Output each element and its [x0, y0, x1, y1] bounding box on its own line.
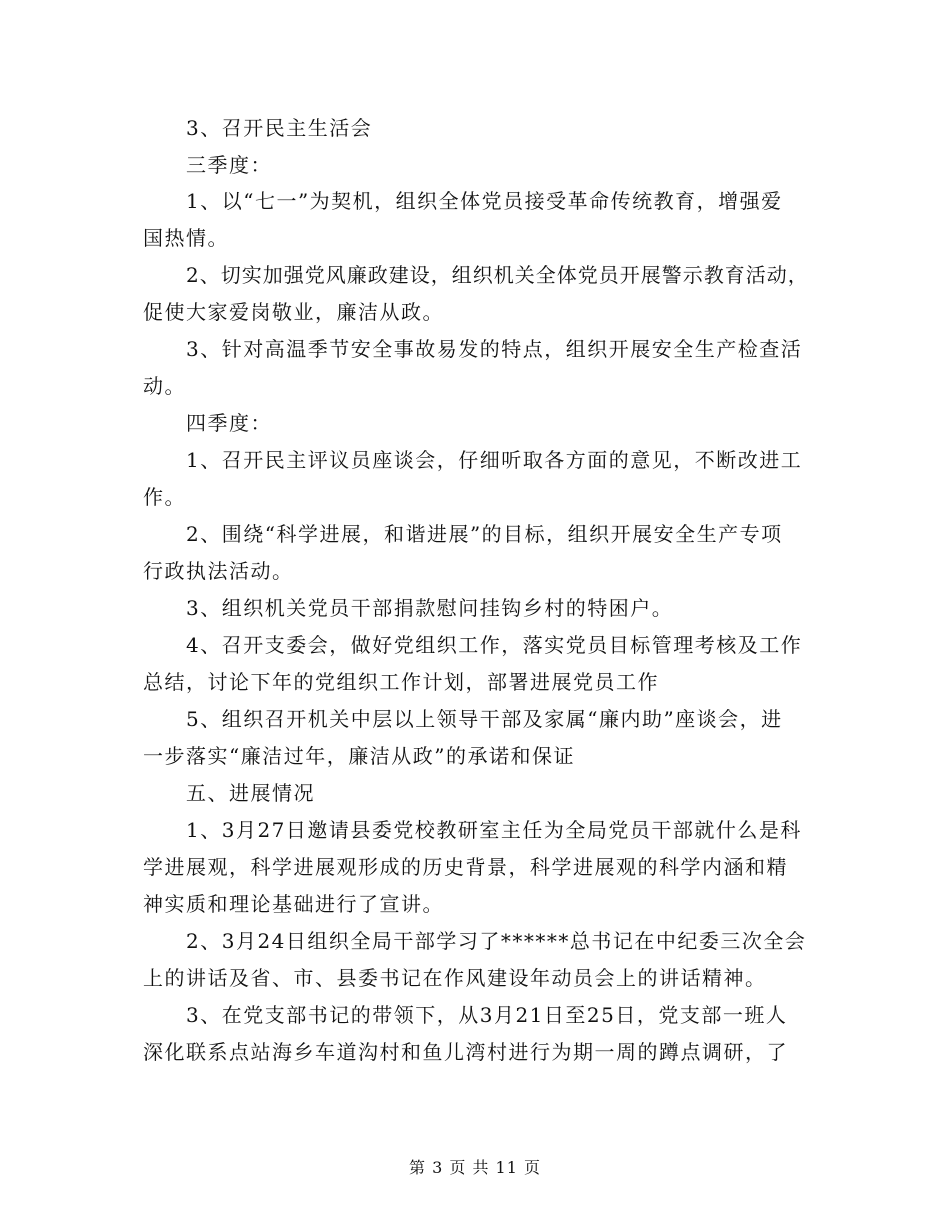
text-line: 1、以“七一”为契机，组织全体党员接受革命传统教育，增强爱	[186, 189, 783, 213]
text-line: 2、切实加强党风廉政建设，组织机关全体党员开展警示教育活动，	[186, 263, 809, 287]
text-line: 3、针对高温季节安全事故易发的特点，组织开展安全生产检查活	[186, 337, 803, 361]
text-line: 5、组织召开机关中层以上领导干部及家属“廉内助”座谈会，进	[186, 707, 783, 731]
text-line: 4、召开支委会，做好党组织工作，落实党员目标管理考核及工作	[186, 633, 803, 657]
text-line: 3、组织机关党员干部捐款慰问挂钩乡村的特困户。	[186, 596, 674, 620]
text-line: 作。	[143, 485, 186, 509]
text-line: 深化联系点站海乡车道沟村和鱼儿湾村进行为期一周的蹲点调研，了	[143, 1040, 788, 1064]
text-line: 学进展观，科学进展观形成的历史背景，科学进展观的科学内涵和精	[143, 855, 788, 879]
text-line: 行政执法活动。	[143, 559, 294, 583]
text-line: 上的讲话及省、市、县委书记在作风建设年动员会上的讲话精神。	[143, 966, 767, 990]
text-line: 1、3月27日邀请县委党校教研室主任为全局党员干部就什么是科	[186, 818, 802, 842]
text-line: 动。	[143, 374, 186, 398]
text-line: 3、召开民主生活会	[186, 116, 373, 140]
page-footer: 第 3 页 共 11 页	[409, 1158, 541, 1177]
text-line: 2、3月24日组织全局干部学习了******总书记在中纪委三次全会	[186, 929, 807, 953]
section-heading: 五、进展情况	[186, 781, 315, 805]
section-heading: 四季度：	[186, 411, 272, 435]
text-line: 3、在党支部书记的带领下，从3月21日至25日，党支部一班人	[186, 1003, 788, 1027]
text-line: 总结，讨论下年的党组织工作计划，部署进展党员工作	[143, 670, 659, 694]
text-line: 促使大家爱岗敬业，廉洁从政。	[143, 300, 444, 324]
text-line: 1、召开民主评议员座谈会，仔细听取各方面的意见，不断改进工	[186, 448, 803, 472]
text-line: 一步落实“廉洁过年，廉洁从政”的承诺和保证	[143, 744, 575, 768]
section-heading: 三季度：	[186, 153, 272, 177]
text-line: 神实质和理论基础进行了宣讲。	[143, 892, 444, 916]
text-line: 国热情。	[143, 226, 229, 250]
text-line: 2、围绕“科学进展，和谐进展”的目标，组织开展安全生产专项	[186, 522, 783, 546]
